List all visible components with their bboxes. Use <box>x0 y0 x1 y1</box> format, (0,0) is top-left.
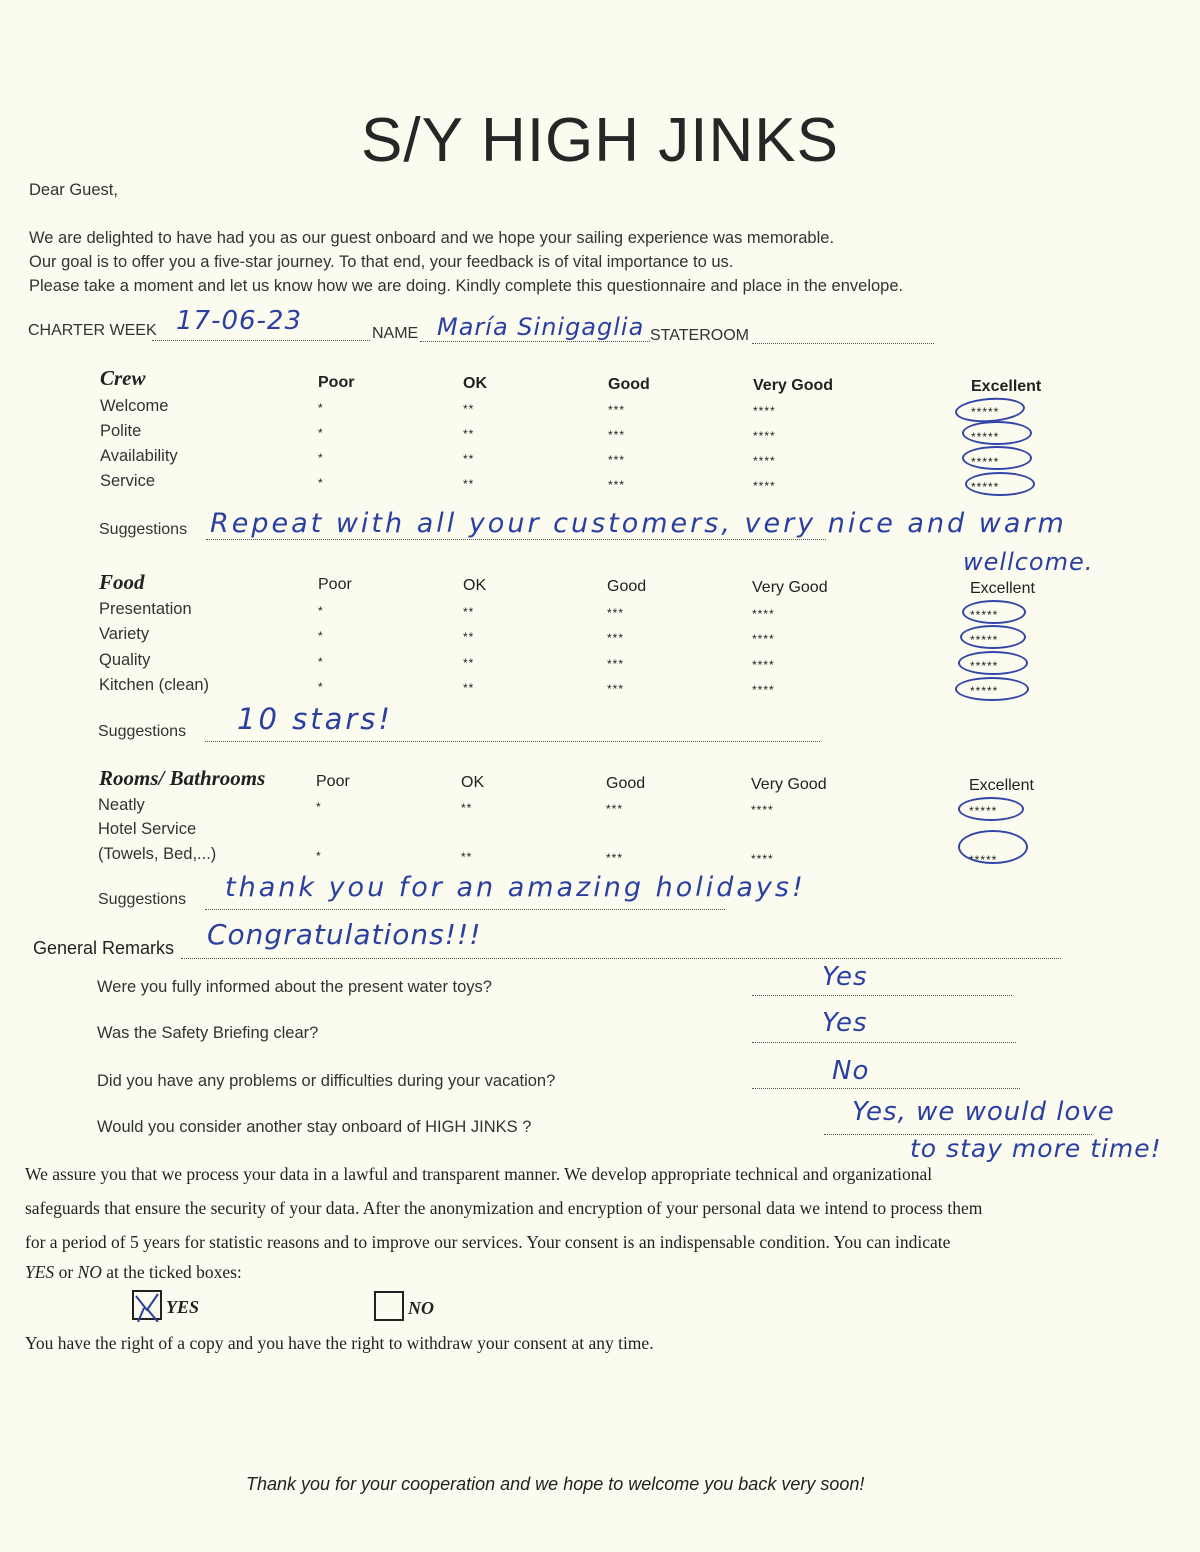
section-title-rooms: Rooms/ Bathrooms <box>99 766 266 790</box>
rooms-neatly-ok[interactable]: ** <box>461 801 473 815</box>
privacy-rest: at the ticked boxes: <box>101 1262 242 1282</box>
rooms-neatly-excellent[interactable]: ***** <box>969 804 998 818</box>
food-quality-excellent[interactable]: ***** <box>970 659 999 673</box>
answer-problems[interactable]: No <box>832 1056 870 1086</box>
food-suggestions-label: Suggestions <box>98 723 187 740</box>
food-presentation-good[interactable]: *** <box>607 606 625 620</box>
question-safety-briefing: Was the Safety Briefing clear? <box>97 1024 319 1042</box>
crew-availability-excellent[interactable]: ***** <box>971 455 1000 469</box>
food-col-ok: OK <box>463 577 487 594</box>
intro-line-3: Please take a moment and let us know how we are doing. Kindly complete this questionnaire and place in the envelope. <box>29 277 904 295</box>
crew-item-availability: Availability <box>100 447 178 465</box>
answer-water-toys[interactable]: Yes <box>822 962 868 992</box>
food-kitchen-good[interactable]: *** <box>607 682 625 696</box>
crew-service-ok[interactable]: ** <box>463 477 475 491</box>
intro-line-1: We are delighted to have had you as our guest onboard and we hope your sailing experience was memorable. <box>29 229 835 247</box>
consent-yes-label: YES <box>166 1297 200 1317</box>
food-kitchen-excellent[interactable]: ***** <box>970 684 999 698</box>
consent-no-checkbox[interactable] <box>374 1291 404 1321</box>
crew-polite-good[interactable]: *** <box>608 428 626 442</box>
food-presentation-excellent[interactable]: ***** <box>970 608 999 622</box>
crew-availability-good[interactable]: *** <box>608 453 626 467</box>
footer-thanks: Thank you for your cooperation and we hope to welcome you back very soon! <box>246 1474 865 1494</box>
crew-welcome-excellent[interactable]: ***** <box>971 405 1000 419</box>
food-variety-ok[interactable]: ** <box>463 630 475 644</box>
question-water-toys: Were you fully informed about the present water toys? <box>97 978 492 996</box>
food-variety-poor[interactable]: * <box>318 629 324 643</box>
food-presentation-selected-circle <box>962 600 1026 624</box>
food-quality-very-good[interactable]: **** <box>752 658 775 672</box>
crew-suggestions-value-2[interactable]: wellcome. <box>963 548 1094 576</box>
general-remarks-value[interactable]: Congratulations!!! <box>207 918 482 951</box>
food-quality-selected-circle <box>958 651 1028 675</box>
privacy-or-word: or <box>54 1262 78 1282</box>
crew-availability-very-good[interactable]: **** <box>753 454 776 468</box>
crew-welcome-good[interactable]: *** <box>608 403 626 417</box>
crew-availability-poor[interactable]: * <box>318 451 324 465</box>
food-item-variety: Variety <box>99 625 150 643</box>
crew-col-very-good: Very Good <box>753 377 834 394</box>
crew-welcome-selected-circle <box>954 396 1026 425</box>
rooms-neatly-very-good[interactable]: **** <box>751 803 774 817</box>
checkmark-icon <box>134 1292 160 1322</box>
food-col-good: Good <box>607 578 647 595</box>
rooms-hotel-good[interactable]: *** <box>606 851 624 865</box>
food-item-quality: Quality <box>99 651 151 669</box>
rooms-neatly-good[interactable]: *** <box>606 802 624 816</box>
answer-another-stay[interactable]: Yes, we would love <box>852 1097 1115 1127</box>
crew-col-ok: OK <box>463 375 487 392</box>
crew-polite-poor[interactable]: * <box>318 426 324 440</box>
crew-service-excellent[interactable]: ***** <box>971 480 1000 494</box>
rooms-item-neatly: Neatly <box>98 796 145 814</box>
rooms-neatly-selected-circle <box>958 797 1024 821</box>
crew-polite-very-good[interactable]: **** <box>753 429 776 443</box>
greeting: Dear Guest, <box>29 181 118 199</box>
stateroom-label: STATEROOM <box>650 327 749 344</box>
rooms-col-poor: Poor <box>316 773 350 790</box>
food-col-very-good: Very Good <box>752 579 828 596</box>
rooms-suggestions-value[interactable]: thank you for an amazing holidays! <box>225 872 806 903</box>
crew-welcome-ok[interactable]: ** <box>463 402 475 416</box>
page-title: S/Y HIGH JINKS <box>361 106 839 175</box>
question-another-stay: Would you consider another stay onboard of HIGH JINKS ? <box>97 1118 532 1136</box>
food-variety-excellent[interactable]: ***** <box>970 633 999 647</box>
privacy-no-word: NO <box>77 1262 102 1282</box>
food-quality-ok[interactable]: ** <box>463 656 475 670</box>
food-variety-selected-circle <box>960 625 1026 649</box>
crew-suggestions-label: Suggestions <box>99 521 188 538</box>
food-presentation-poor[interactable]: * <box>318 604 324 618</box>
crew-service-very-good[interactable]: **** <box>753 479 776 493</box>
question-problems: Did you have any problems or difficulties during your vacation? <box>97 1072 556 1090</box>
food-quality-poor[interactable]: * <box>318 655 324 669</box>
answer-safety-briefing[interactable]: Yes <box>822 1008 868 1038</box>
rooms-col-ok: OK <box>461 774 485 791</box>
rooms-item-towels-bed: (Towels, Bed,...) <box>98 845 217 863</box>
crew-service-selected-circle <box>965 472 1035 496</box>
rooms-hotel-very-good[interactable]: **** <box>751 852 774 866</box>
crew-service-good[interactable]: *** <box>608 478 626 492</box>
privacy-line-1: We assure you that we process your data in a lawful and transparent manner. We develop appropriate technical and organizational <box>25 1164 933 1184</box>
food-variety-very-good[interactable]: **** <box>752 632 775 646</box>
food-presentation-ok[interactable]: ** <box>463 605 475 619</box>
privacy-line-4 <box>25 1262 242 1283</box>
rooms-col-excellent: Excellent <box>969 777 1034 794</box>
food-variety-good[interactable]: *** <box>607 631 625 645</box>
privacy-line-3: for a period of 5 years for statistic reasons and to improve our services. Your consent is an indispensable condition. You can indicate <box>25 1232 951 1252</box>
section-title-food: Food <box>99 570 145 594</box>
crew-availability-selected-circle <box>962 446 1032 470</box>
rooms-hotel-ok[interactable]: ** <box>461 850 473 864</box>
food-col-excellent: Excellent <box>970 580 1035 597</box>
food-item-kitchen: Kitchen (clean) <box>99 676 210 694</box>
rooms-hotel-selected-circle <box>958 830 1028 864</box>
crew-col-excellent: Excellent <box>971 378 1042 395</box>
crew-service-poor[interactable]: * <box>318 476 324 490</box>
food-presentation-very-good[interactable]: **** <box>752 607 775 621</box>
general-remarks-label: General Remarks <box>33 938 175 958</box>
consent-yes-checkbox[interactable] <box>132 1290 162 1320</box>
food-quality-good[interactable]: *** <box>607 657 625 671</box>
rooms-hotel-excellent[interactable]: ***** <box>969 853 998 867</box>
food-col-poor: Poor <box>318 576 352 593</box>
crew-item-welcome: Welcome <box>100 397 169 415</box>
consent-no-label: NO <box>408 1298 434 1318</box>
crew-col-good: Good <box>608 376 650 393</box>
rooms-col-very-good: Very Good <box>751 776 827 793</box>
crew-item-polite: Polite <box>100 422 142 440</box>
crew-polite-excellent[interactable]: ***** <box>971 430 1000 444</box>
food-kitchen-very-good[interactable]: **** <box>752 683 775 697</box>
intro-line-2: Our goal is to offer you a five-star journey. To that end, your feedback is of vital importance to us. <box>29 253 734 271</box>
privacy-rights: You have the right of a copy and you have the right to withdraw your consent at any time. <box>25 1333 654 1353</box>
section-title-crew: Crew <box>100 366 146 390</box>
crew-col-poor: Poor <box>318 374 355 391</box>
crew-availability-ok[interactable]: ** <box>463 452 475 466</box>
privacy-yes-word: YES <box>25 1262 55 1282</box>
rooms-item-hotel-service: Hotel Service <box>98 820 197 838</box>
rooms-suggestions-label: Suggestions <box>98 891 187 908</box>
crew-polite-ok[interactable]: ** <box>463 427 475 441</box>
rooms-hotel-poor[interactable]: * <box>316 849 322 863</box>
crew-welcome-poor[interactable]: * <box>318 401 324 415</box>
food-kitchen-ok[interactable]: ** <box>463 681 475 695</box>
rooms-neatly-poor[interactable]: * <box>316 800 322 814</box>
answer-another-stay-2[interactable]: to stay more time! <box>910 1134 1162 1163</box>
charter-week-value[interactable]: 17-06-23 <box>176 306 303 336</box>
crew-item-service: Service <box>100 472 156 490</box>
name-label: NAME <box>372 325 419 342</box>
crew-suggestions-value[interactable]: Repeat with all your customers, very nice and warm <box>210 508 1067 539</box>
food-kitchen-poor[interactable]: * <box>318 680 324 694</box>
crew-polite-selected-circle <box>962 421 1032 445</box>
privacy-line-2: safeguards that ensure the security of your data. After the anonymization and encryption of your personal data we intend to process them <box>25 1198 983 1218</box>
charter-week-label: CHARTER WEEK <box>28 322 157 339</box>
rooms-col-good: Good <box>606 775 646 792</box>
food-item-presentation: Presentation <box>99 600 192 618</box>
crew-welcome-very-good[interactable]: **** <box>753 404 776 418</box>
food-suggestions-value[interactable]: 10 stars! <box>237 702 394 736</box>
name-value[interactable]: María Sinigaglia <box>437 313 645 341</box>
food-kitchen-selected-circle <box>955 677 1029 701</box>
